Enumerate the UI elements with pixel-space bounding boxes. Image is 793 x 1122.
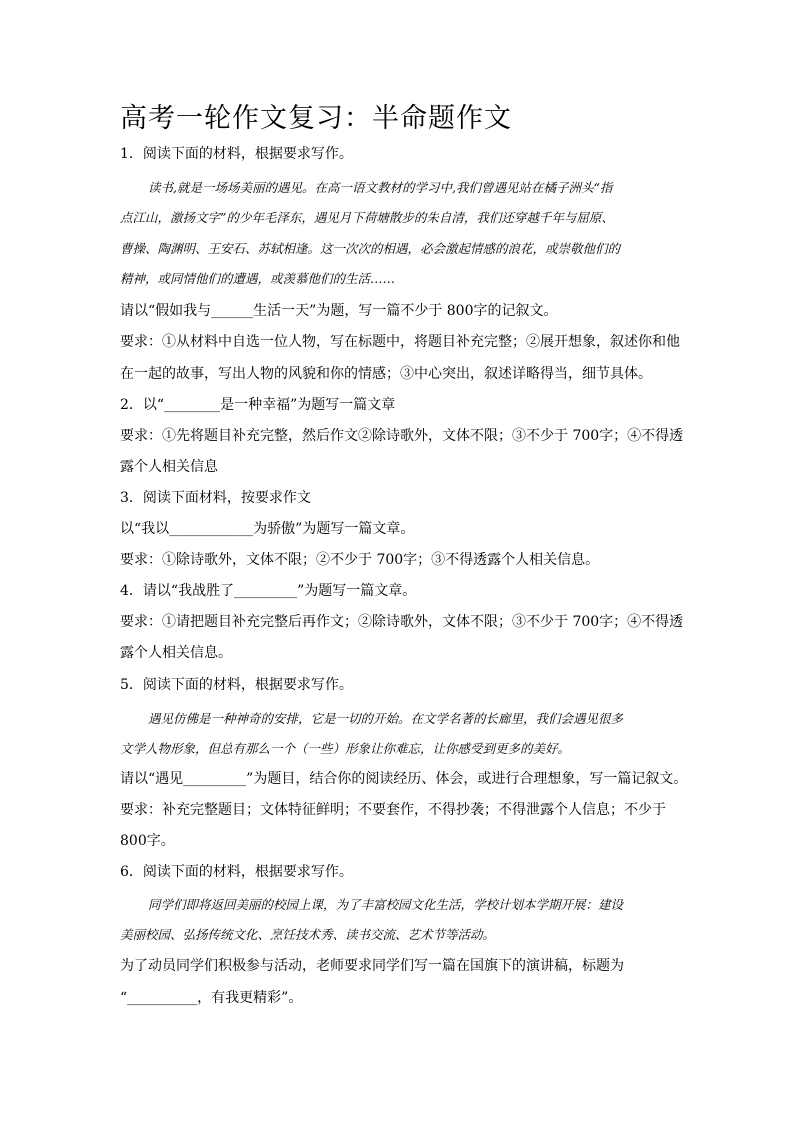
text-line: 要求：①从材料中自选一位人物，写在标题中，将题目补充完整；②展开想象，叙述你和他: [120, 334, 680, 350]
page-title: 高考一轮作文复习：半命题作文: [120, 103, 512, 134]
text-line: 要求：补充完整题目；文体特征鲜明；不要套作，不得抄袭；不得泄露个人信息；不少于: [120, 802, 666, 818]
text-line: 2．以“________是一种幸福”为题写一篇文章: [120, 397, 396, 413]
text-line: “__________，有我更精彩”。: [120, 990, 303, 1006]
text-line: 要求：①请把题目补充完整后再作文；②除诗歌外，文体不限；③不少于 700字；④不得透: [120, 614, 684, 630]
text-line: 800字。: [120, 833, 175, 849]
text-line: 要求：①除诗歌外，文体不限；②不少于 700字；③不得透露个人相关信息。: [120, 552, 600, 568]
text-line: 6．阅读下面的材料，根据要求写作。: [120, 864, 353, 880]
material-text-line: 点江山，激扬文字”的少年毛泽东，遇见月下荷塘散步的朱自清，我们还穿越千年与屈原、: [120, 210, 614, 225]
text-line: 请以“假如我与______生活一天”为题，写一篇不少于 800字的记叙文。: [120, 303, 558, 319]
text-line: 露个人相关信息。: [120, 645, 232, 661]
material-text-line: 精神，或同情他们的遭遇，或羡慕他们的生活……: [120, 271, 396, 286]
text-line: 4．请以“我战胜了_________”为题写一篇文章。: [120, 583, 417, 599]
text-line: 露个人相关信息: [120, 459, 218, 475]
material-text-line: 文学人物形象，但总有那么一个（一些）形象让你难忘，让你感受到更多的美好。: [120, 741, 571, 756]
material-text-line: 读书,就是一场场美丽的遇见。在高一语文教材的学习中,我们曾遇见站在橘子洲头“指: [148, 180, 613, 195]
text-line: 1．阅读下面的材料，根据要求写作。: [120, 146, 353, 162]
text-line: 3．阅读下面材料，按要求作文: [120, 490, 311, 506]
material-text-line: 曹操、陶渊明、王安石、苏轼相逢。这一次次的相遇，必会激起情感的浪花，或崇敬他们的: [120, 241, 621, 256]
material-text-line: 美丽校园、弘扬传统文化、烹饪技术秀、读书交流、艺术节等活动。: [120, 927, 496, 942]
text-line: 5．阅读下面的材料，根据要求写作。: [120, 677, 353, 693]
text-line: 在一起的故事，写出人物的风貌和你的情感；③中心突出，叙述详略得当，细节具体。: [120, 366, 652, 382]
material-text-line: 同学们即将返回美丽的校园上课，为了丰富校园文化生活，学校计划本学期开展：建设: [148, 897, 624, 912]
text-line: 请以“遇见_________”为题目，结合你的阅读经历、体会，或进行合理想象，写一篇记叙文。: [120, 771, 688, 787]
material-text-line: 遇见仿佛是一种神奇的安排，它是一切的开始。在文学名著的长廊里，我们会遇见很多: [148, 711, 624, 726]
text-line: 以“我以____________为骄傲”为题写一篇文章。: [120, 521, 415, 537]
text-line: 要求：①先将题目补充完整，然后作文②除诗歌外，文体不限；③不少于 700字；④不得透: [120, 428, 684, 444]
text-line: 为了动员同学们积极参与活动，老师要求同学们写一篇在国旗下的演讲稿，标题为: [120, 958, 624, 974]
